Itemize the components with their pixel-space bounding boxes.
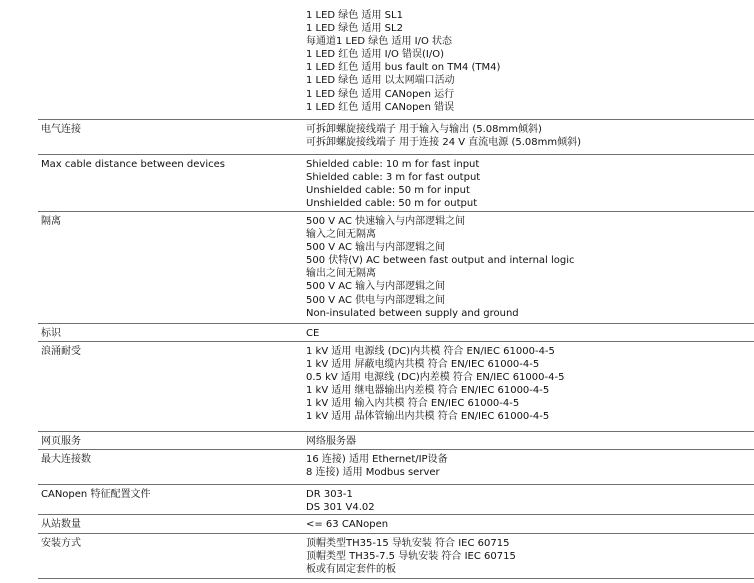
- spec-value: Shielded cable: 10 m for fast input: [306, 159, 480, 170]
- spec-value: Unshielded cable: 50 m for input: [306, 185, 470, 197]
- spec-value: 1 LED 绿色 适用 SL1: [306, 10, 403, 21]
- spec-value: 0.5 kV 适用 电源线 (DC)内差模 符合 EN/IEC 61000-4-5: [306, 372, 565, 384]
- spec-value: 1 kV 适用 电源线 (DC)内共模 符合 EN/IEC 61000-4-5: [306, 346, 555, 357]
- spec-value: DR 303-1: [306, 489, 353, 500]
- spec-value: CE: [306, 328, 320, 339]
- spec-value: 1 LED 红色 适用 I/O 错误(I/O): [306, 49, 445, 61]
- spec-value: 网络服务器: [306, 436, 356, 447]
- spec-value: 每通道1 LED 绿色 适用 I/O 状态: [306, 36, 453, 48]
- spec-values: [306, 123, 581, 149]
- spec-value: Unshielded cable: 50 m for output: [306, 198, 478, 210]
- spec-value: 500 伏特(V) AC between fast output and internal logic: [306, 255, 575, 267]
- spec-values: [306, 9, 500, 114]
- spec-values: [306, 158, 480, 210]
- spec-value: 1 kV 适用 屏蔽电缆内共模 符合 EN/IEC 61000-4-5: [306, 359, 540, 371]
- spec-value: Non-insulated between supply and ground: [306, 307, 519, 319]
- spec-values: [306, 345, 564, 424]
- spec-values: [306, 327, 319, 340]
- spec-label: 从站数量: [41, 519, 81, 530]
- spec-values: [306, 215, 575, 320]
- row-divider: [38, 514, 754, 515]
- spec-values: [306, 435, 356, 448]
- spec-value: 可拆卸螺旋接线端子 用于输入与输出 (5.08mm倾斜): [306, 124, 542, 135]
- spec-value: 1 LED 红色 适用 bus fault on TM4 (TM4): [306, 62, 501, 74]
- spec-value: Shielded cable: 3 m for fast output: [306, 172, 481, 184]
- spec-label: 浪涌耐受: [41, 346, 81, 357]
- spec-value: 500 V AC 供电与内部逻辑之间: [306, 294, 446, 306]
- spec-label: 标识: [41, 328, 61, 339]
- spec-value: 500 V AC 输出与内部逻辑之间: [306, 242, 446, 254]
- spec-value: 8 连接) 适用 Modbus server: [306, 467, 440, 479]
- spec-label: 网页服务: [41, 436, 81, 447]
- spec-value: 1 kV 适用 继电器输出内差模 符合 EN/IEC 61000-4-5: [306, 385, 550, 397]
- spec-value: 1 LED 绿色 适用 以太网端口活动: [306, 75, 455, 87]
- spec-value: <= 63 CANopen: [306, 519, 389, 530]
- spec-value: 1 kV 适用 输入内共模 符合 EN/IEC 61000-4-5: [306, 398, 520, 410]
- spec-value: 1 LED 绿色 适用 CANopen 运行: [306, 88, 455, 100]
- spec-label: 隔离: [41, 216, 61, 227]
- row-divider: [38, 578, 754, 579]
- spec-value: 输出之间无隔离: [306, 268, 376, 280]
- spec-value: 500 V AC 快速输入与内部逻辑之间: [306, 216, 466, 227]
- spec-value: 板或有固定套件的板: [306, 564, 396, 576]
- spec-value: 16 连接) 适用 Ethernet/IP设备: [306, 454, 448, 465]
- spec-value: DS 301 V4.02: [306, 502, 375, 514]
- spec-values: [306, 453, 448, 479]
- spec-table: [38, 0, 754, 583]
- row-divider: [38, 119, 754, 120]
- spec-value: 1 LED 红色 适用 CANopen 错误: [306, 101, 455, 113]
- spec-values: [306, 537, 516, 576]
- spec-value: 500 V AC 输入与内部逻辑之间: [306, 281, 446, 293]
- row-divider: [38, 449, 754, 450]
- spec-label: CANopen 特征配置文件: [41, 489, 151, 500]
- spec-value: 输入之间无隔离: [306, 229, 376, 241]
- spec-label: 电气连接: [41, 124, 81, 135]
- spec-label: 安装方式: [41, 538, 81, 549]
- spec-value: 可拆卸螺旋接线端子 用于连接 24 V 直流电源 (5.08mm倾斜): [306, 137, 582, 149]
- row-divider: [38, 341, 754, 342]
- spec-value: 顶帽类型TH35-15 导轨安装 符合 IEC 60715: [306, 538, 510, 549]
- row-divider: [38, 431, 754, 432]
- row-divider: [38, 211, 754, 212]
- spec-label: Max cable distance between devices: [41, 159, 225, 170]
- spec-value: 1 LED 绿色 适用 SL2: [306, 23, 403, 35]
- spec-value: 1 kV 适用 晶体管输出内共模 符合 EN/IEC 61000-4-5: [306, 411, 550, 423]
- spec-label: 最大连接数: [41, 454, 91, 465]
- spec-values: [306, 488, 375, 514]
- spec-values: [306, 518, 388, 531]
- row-divider: [38, 323, 754, 324]
- row-divider: [38, 533, 754, 534]
- row-divider: [38, 484, 754, 485]
- row-divider: [38, 154, 754, 155]
- spec-value: 顶帽类型 TH35-7.5 导轨安装 符合 IEC 60715: [306, 551, 516, 563]
